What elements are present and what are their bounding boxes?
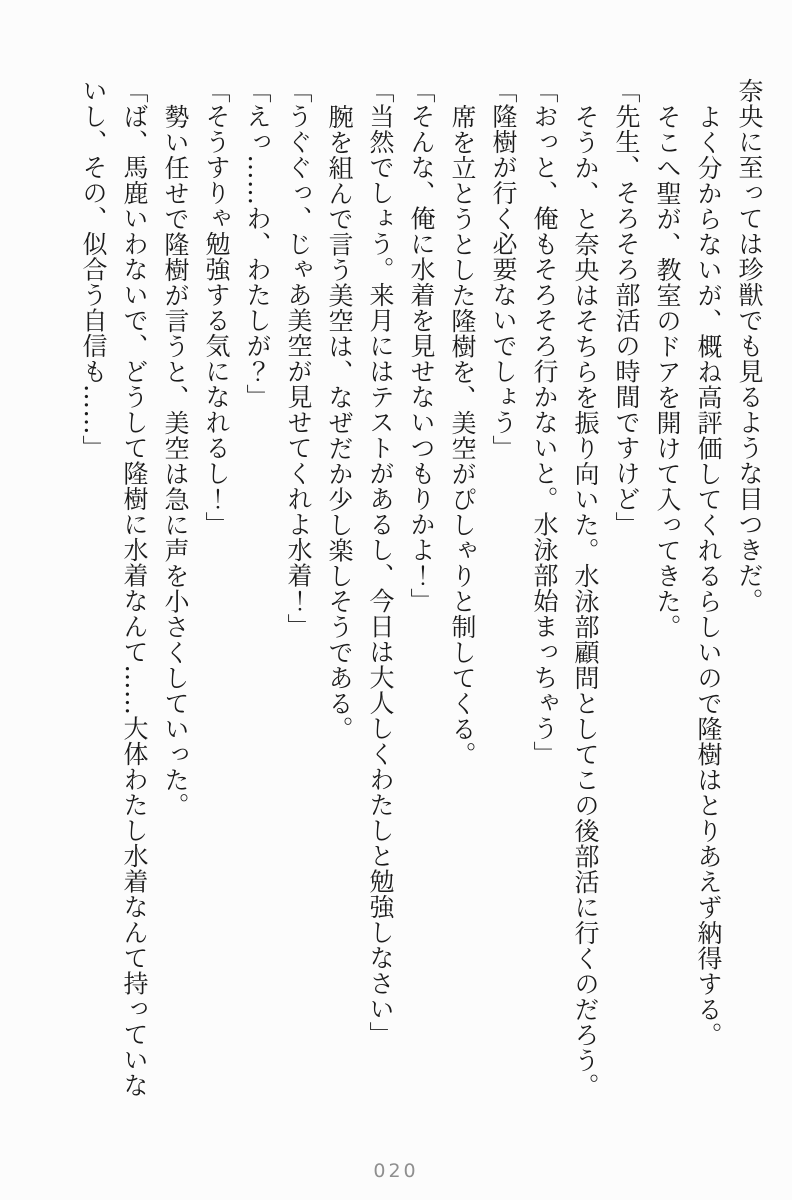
text-line: 席を立とうとした隆樹を、美空がぴしゃりと制してくる。: [448, 104, 477, 767]
text-line: そこへ聖が、教室のドアを開けて入ってきた。: [653, 104, 682, 640]
text-line: 「そうすりゃ勉強する気になれるし！」: [202, 78, 231, 537]
text-line: 「えっ……わ、わたしが？」: [243, 78, 272, 410]
text-line: 「おっと、俺もそろそろ行かないと。水泳部始まっちゃう」: [530, 78, 559, 767]
text-line: 奈央に至っては珍獣でも見るような目つきだ。: [735, 78, 764, 614]
text-line: 「そんな、俺に水着を見せないつもりかよ！」: [407, 78, 436, 614]
text-line: 「ば、馬鹿いわないで、どうして隆樹に水着なんて……大体わたし水着なんて持っていな: [120, 78, 149, 1098]
text-line: 勢い任せで隆樹が言うと、美空は急に声を小さくしていった。: [161, 104, 190, 818]
text-line: そうか、と奈央はそちらを振り向いた。水泳部顧問としてこの後部活に行くのだろう。: [571, 104, 600, 1099]
text-line: 「先生、そろそろ部活の時間ですけど」: [612, 78, 641, 537]
text-line: 「当然でしょう。来月にはテストがあるし、今日は大人しくわたしと勉強しなさい」: [366, 78, 395, 1047]
text-line: 「隆樹が行く必要ないでしょう」: [489, 78, 518, 461]
vertical-text-block: [73, 78, 770, 1156]
page-number: 020: [373, 1160, 419, 1182]
text-line: 「うぐぐっ、じゃあ美空が見せてくれよ水着！」: [284, 78, 313, 639]
text-line: いし、その、似合う自信も……」: [79, 78, 108, 461]
text-line: よく分からないが、概ね高評価してくれるらしいので隆樹はとりあえず納得する。: [694, 104, 723, 1048]
text-line: 腕を組んで言う美空は、なぜだか少し楽しそうである。: [325, 104, 354, 742]
